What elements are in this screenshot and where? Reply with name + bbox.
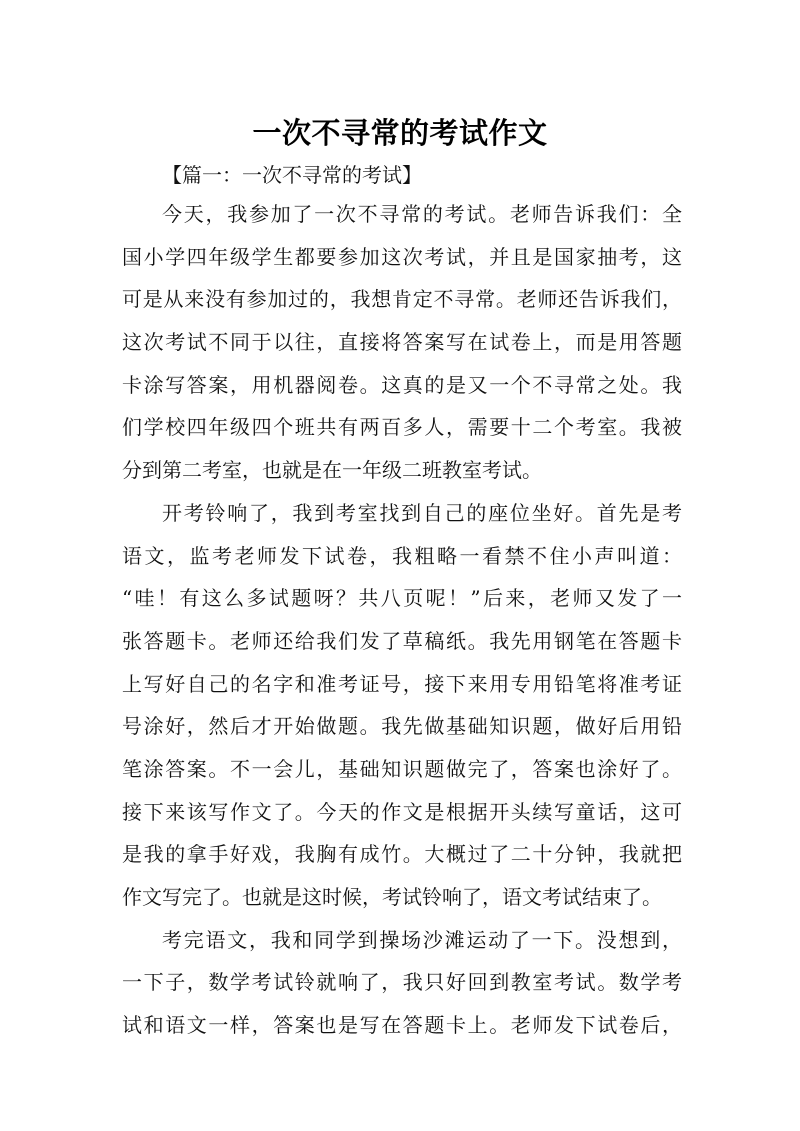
text-line: 作文写完了。也就是这时候，考试铃响了，语文考试结束了。 <box>122 885 662 909</box>
text-line: 接下来该写作文了。今天的作文是根据开头续写童话，这可 <box>122 799 682 824</box>
text-line: 今天，我参加了一次不寻常的考试。老师告诉我们：全 <box>162 202 682 226</box>
paragraph-2 <box>122 492 682 919</box>
text-line: 笔涂答案。不一会儿，基础知识题做完了，答案也涂好了。 <box>122 756 682 781</box>
text-line: 张答题卡。老师还给我们发了草稿纸。我先用钢笔在答题卡 <box>122 628 682 653</box>
text-line: 国小学四年级学生都要参加这次考试，并且是国家抽考，这 <box>122 244 682 269</box>
text-line: 这次考试不同于以往，直接将答案写在试卷上，而是用答题 <box>122 330 682 355</box>
paragraph-1 <box>122 193 682 492</box>
text-line: 号涂好，然后才开始做题。我先做基础知识题，做好后用铅 <box>122 714 682 739</box>
text-line: 卡涂写答案，用机器阅卷。这真的是又一个不寻常之处。我 <box>122 372 682 397</box>
text-line: 考完语文，我和同学到操场沙滩运动了一下。没想到， <box>162 927 682 952</box>
paragraph-3 <box>122 919 682 1047</box>
document-body <box>122 157 682 1047</box>
document-title: 一次不寻常的考试作文 <box>252 116 548 151</box>
text-line: 试和语文一样，答案也是写在答题卡上。老师发下试卷后， <box>122 1013 682 1038</box>
text-line: 上写好自己的名字和准考证号，接下来用专用铅笔将准考证 <box>122 671 682 696</box>
text-line: “哇！有这么多试题呀？共八页呢！”后来，老师又发了一 <box>122 586 682 611</box>
text-line: 们学校四年级四个班共有两百多人，需要十二个考室。我被 <box>122 415 682 440</box>
text-line: 开考铃响了，我到考室找到自己的座位坐好。首先是考 <box>162 500 682 525</box>
text-line: 可是从来没有参加过的，我想肯定不寻常。老师还告诉我们， <box>122 287 682 312</box>
section-heading: 【篇一：一次不寻常的考试】 <box>162 163 422 187</box>
text-line: 语文，监考老师发下试卷，我粗略一看禁不住小声叫道： <box>122 543 682 568</box>
text-line: 是我的拿手好戏，我胸有成竹。大概过了二十分钟，我就把 <box>122 842 682 867</box>
text-line: 一下子，数学考试铃就响了，我只好回到教室考试。数学考 <box>122 970 682 995</box>
text-line: 分到第二考室，也就是在一年级二班教室考试。 <box>122 458 542 483</box>
